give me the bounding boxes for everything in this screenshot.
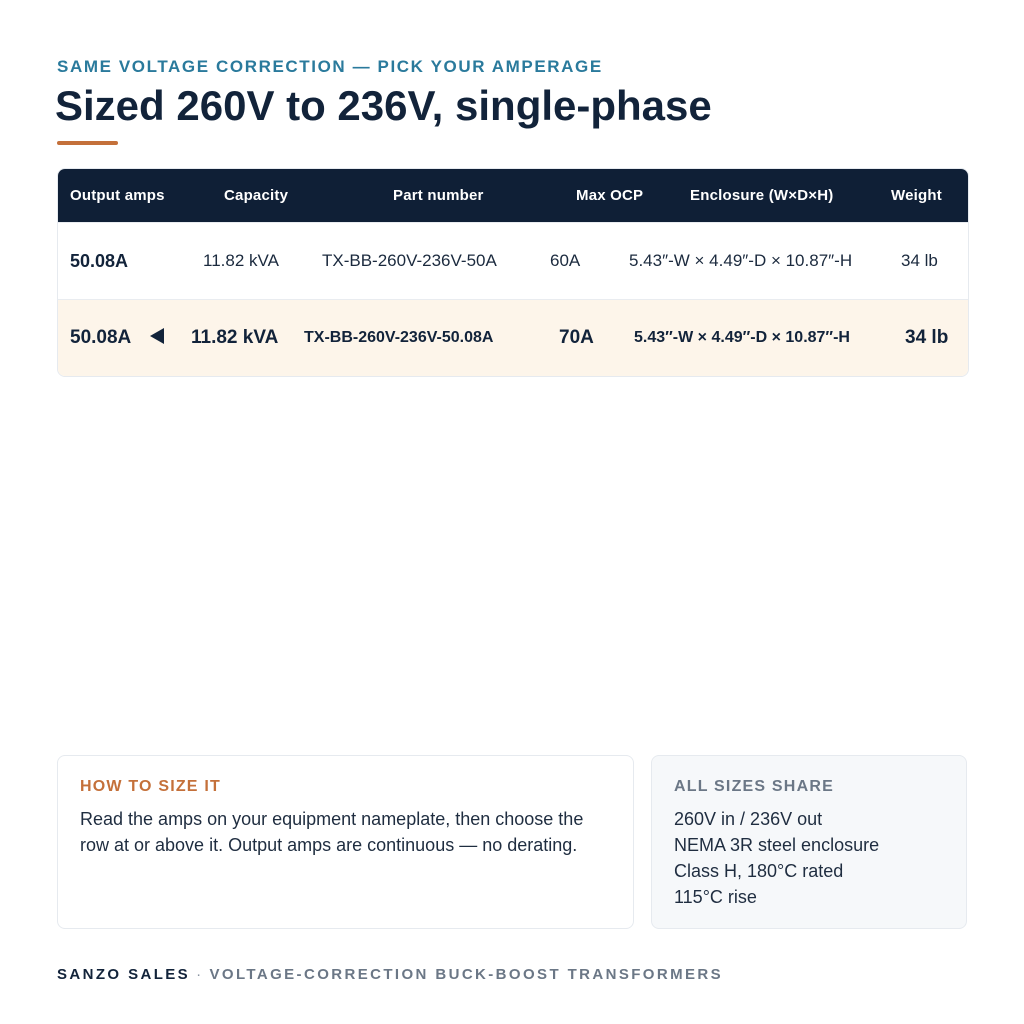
list-item: 115°C rise <box>674 887 757 907</box>
cell-capacity: 11.82 kVA <box>191 327 279 348</box>
column-header-weight: Weight <box>891 187 942 204</box>
cell-max-ocp: 60A <box>550 251 581 270</box>
all-sizes-share-card <box>651 755 967 929</box>
all-sizes-share-title: ALL SIZES SHARE <box>674 778 834 795</box>
triangle-left-icon <box>150 328 164 344</box>
table-header <box>58 169 968 222</box>
table-row-selected[interactable] <box>58 299 968 376</box>
column-header-output-amps: Output amps <box>70 187 165 204</box>
list-item: 260V in / 236V out <box>674 809 823 829</box>
column-header-part-number: Part number <box>393 187 484 204</box>
how-to-size-title: HOW TO SIZE IT <box>80 778 221 795</box>
cell-enclosure: 5.43″-W × 4.49″-D × 10.87″-H <box>629 251 853 270</box>
cell-part-number: TX-BB-260V-236V-50.08A <box>304 329 494 346</box>
how-to-size-card <box>57 755 634 929</box>
cell-weight: 34 lb <box>901 251 938 270</box>
list-item: Class H, 180°C rated <box>674 861 844 881</box>
eyebrow: SAME VOLTAGE CORRECTION — PICK YOUR AMPERAGE <box>57 57 603 76</box>
footer-brand: SANZO SALES <box>57 966 191 983</box>
cell-part-number: TX-BB-260V-236V-50A <box>322 251 497 270</box>
column-header-max-ocp: Max OCP <box>576 187 644 204</box>
column-header-capacity: Capacity <box>224 187 289 204</box>
footer-separator: · <box>196 966 204 983</box>
cell-output-amps: 50.08A <box>70 251 129 271</box>
title-underline <box>57 141 118 145</box>
shared-specs-list <box>674 806 879 910</box>
cell-max-ocp: 70A <box>559 327 594 348</box>
list-item: NEMA 3R steel enclosure <box>674 835 880 855</box>
cell-capacity: 11.82 kVA <box>203 251 279 270</box>
table-row[interactable] <box>58 222 968 299</box>
sizing-table <box>57 168 969 377</box>
how-to-size-body: Read the amps on your equipment nameplate, then choose the row at or above it. Output amps are continuous — no derating. <box>80 809 584 855</box>
cell-weight: 34 lb <box>905 327 949 348</box>
footer-tagline: VOLTAGE-CORRECTION BUCK-BOOST TRANSFORMERS <box>209 966 724 983</box>
cell-enclosure: 5.43″-W × 4.49″-D × 10.87″-H <box>634 329 850 346</box>
column-header-enclosure: Enclosure (W×D×H) <box>690 187 834 204</box>
cell-output-amps: 50.08A <box>70 327 132 348</box>
footer <box>57 966 723 983</box>
page-title: Sized 260V to 236V, single-phase <box>55 82 712 129</box>
